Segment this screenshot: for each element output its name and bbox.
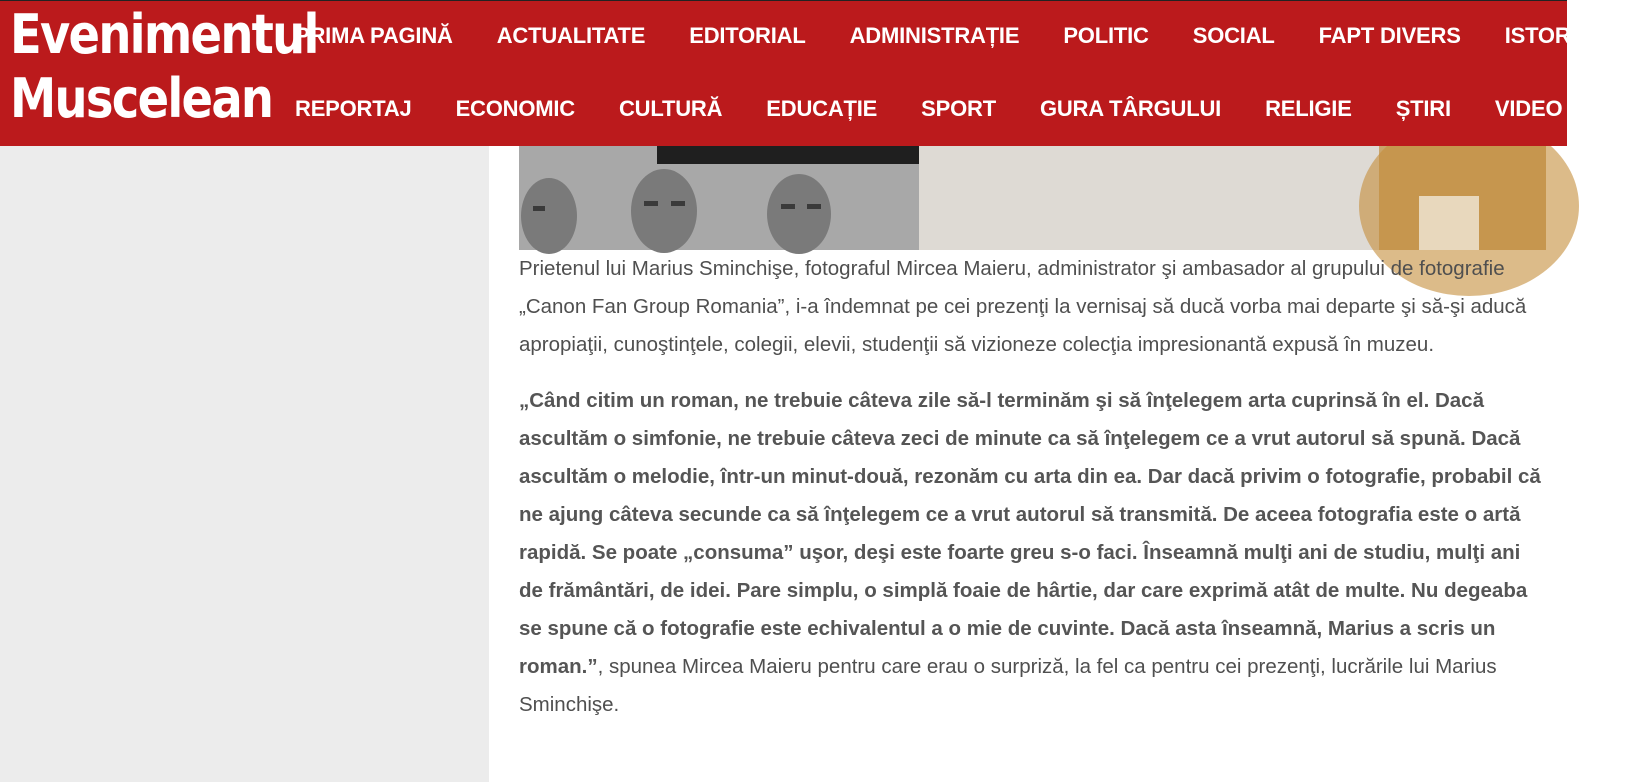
article-paragraph-2 — [519, 382, 1549, 724]
nav-item-religie[interactable]: RELIGIE — [1265, 96, 1352, 121]
article-paragraph-1: Prietenul lui Marius Sminchişe, fotograful Mircea Maieru, administrator şi ambasador al grupului de fotografie „Canon Fan Group Romania”, i-a îndemnat pe cei prezenţi la vernisaj să ducă vorba mai departe şi să-şi aducă apropiaţii, cunoştinţele, colegii, elevii, studenţii să vizioneze colecţia impresionantă expusă în muzeu. — [519, 257, 1527, 356]
nav-item-reportaj[interactable]: REPORTAJ — [295, 96, 412, 121]
nav-item-fapt-divers[interactable]: FAPT DIVERS — [1318, 23, 1461, 48]
nav-item-actualitate[interactable]: ACTUALITATE — [496, 23, 646, 48]
nav-item-istoria[interactable]: ISTORIA — [1504, 23, 1593, 48]
main-nav-row-1 — [295, 23, 1636, 49]
nav-item-prima-pagina[interactable]: PRIMA PAGINĂ — [295, 23, 453, 48]
nav-item-social[interactable]: SOCIAL — [1192, 23, 1275, 48]
nav-item-politic[interactable]: POLITIC — [1063, 23, 1149, 48]
site-header — [0, 0, 1593, 146]
article-quote-attribution: , spunea Mircea Maieru pentru care erau o surpriză, la fel ca pentru cei prezenţi, lucrările lui Marius Sminchişe. — [519, 655, 1497, 716]
nav-item-video[interactable]: VIDEO — [1494, 96, 1563, 121]
nav-item-educatie[interactable]: EDUCAȚIE — [766, 96, 878, 121]
article-quote: „Când citim un roman, ne trebuie câteva zile să-l terminăm şi să înţelegem arta cuprinsă în el. Dacă ascultăm o simfonie, ne trebuie câteva zeci de minute ca să înţelegem ce a vrut autorul să spună. Dacă ascultăm o melodie, într-un minut-două, rezonăm cu arta din ea. Dar dacă privim o fotografie, probabil că ne ajung câteva secunde ca să înţelegem ce a vrut autorul să transmită. De aceea fotografia este o artă rapidă. Se poate „consuma” uşor, deşi este foarte greu s-o faci. Înseamnă mulţi ani de studiu, mulţi ani de frământări, de idei. Pare simplu, o simplă foaie de hârtie, dar care exprimă atât de multe. Nu degeaba se spune că o fotografie este echivalentul a o mie de cuvinte. Dacă asta înseamnă, Marius a scris un roman.” — [519, 389, 1541, 678]
article-body — [519, 250, 1549, 724]
article-photo — [519, 146, 1546, 250]
nav-item-cultura[interactable]: CULTURĂ — [618, 96, 723, 121]
nav-item-editorial[interactable]: EDITORIAL — [689, 23, 806, 48]
nav-item-stiri[interactable]: ȘTIRI — [1395, 96, 1451, 121]
logo-line-1: Evenimentul — [10, 3, 318, 66]
nav-item-administratie[interactable]: ADMINISTRAȚIE — [849, 23, 1020, 48]
nav-item-sport[interactable]: SPORT — [921, 96, 996, 121]
logo-line-2: Muscelean — [10, 67, 273, 130]
nav-item-economic[interactable]: ECONOMIC — [455, 96, 575, 121]
site-logo[interactable] — [10, 3, 318, 131]
nav-item-gura-targului[interactable]: GURA TÂRGULUI — [1039, 96, 1222, 121]
main-nav-row-2 — [295, 96, 1606, 122]
